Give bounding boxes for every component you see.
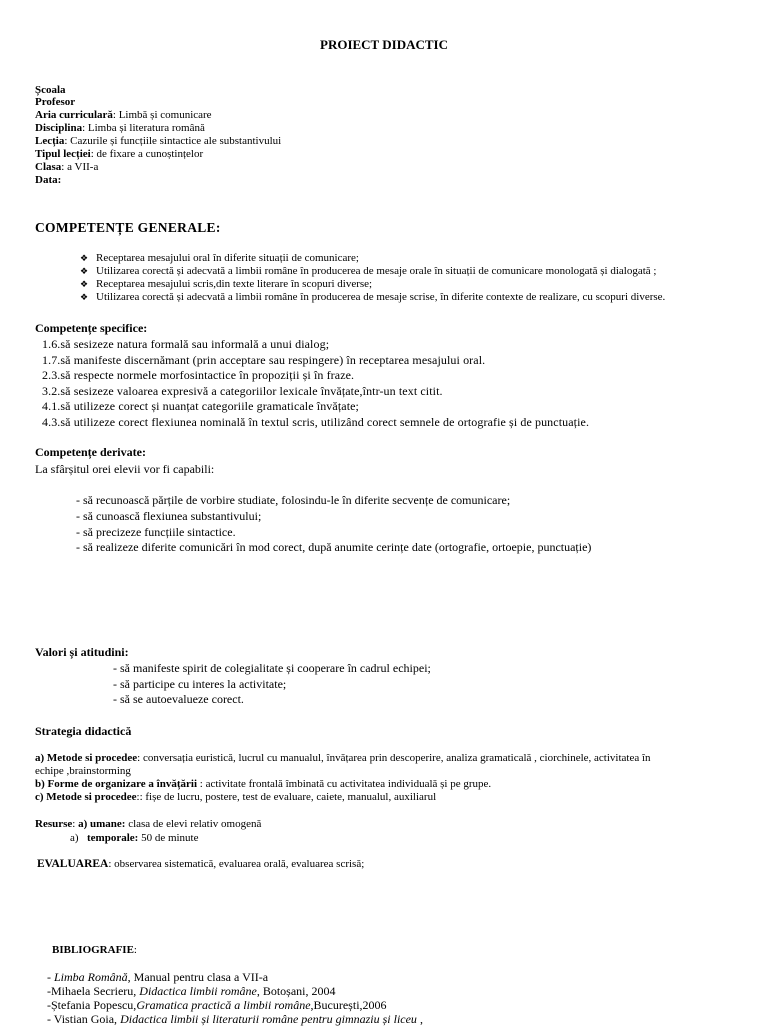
strategia-heading: Strategia didactică [35, 724, 132, 738]
list-item: -Ștefania Popescu,Gramatica practică a limbii române,București,2006 [47, 998, 387, 1012]
resurse-temporale: a) temporale: 50 de minute [70, 832, 199, 844]
valori-heading: Valori și atitudini: [35, 645, 129, 659]
list-item: 2.3.să respecte normele morfosintactice în propoziții și în fraze. [42, 368, 355, 382]
list-item: -Mihaela Secrieru, Didactica limbii române, Botoșani, 2004 [47, 984, 336, 998]
meta-aria: Aria curriculară: Limbă și comunicare [35, 109, 212, 121]
evaluarea: EVALUAREA: observarea sistematică, evaluarea orală, evaluarea scrisă; [37, 858, 365, 870]
diamond-bullet-icon: ❖ [80, 254, 89, 264]
strategia-forme: b) Forme de organizare a învățării : activitate frontală îmbinată cu activitatea individuală și pe grupe. [35, 778, 492, 790]
list-item: 1.7.să manifeste discernămant (prin acceptare sau respingere) în receptarea mesajului oral. [42, 353, 486, 367]
meta-scoala: Școala [35, 84, 66, 96]
meta-data: Data: [35, 174, 62, 186]
list-item: - să participe cu interes la activitate; [113, 677, 287, 691]
list-item: - să realizeze diferite comunicări în mod corect, după anumite cerințe date (ortografie, ortoepie, punctuație) [76, 540, 592, 554]
strategia-metode: a) Metode si procedee: conversația euristică, lucrul cu manualul, învățarea prin descoperire, analiza gramaticală , ciorchinele, activitatea în [35, 752, 651, 764]
list-item: - să se autoevalueze corect. [113, 692, 244, 706]
list-item: - Vistian Goia, Didactica limbii și literaturii române pentru gimnaziu și liceu , [47, 1012, 423, 1026]
diamond-bullet-icon: ❖ [80, 293, 89, 303]
list-item: 4.3.să utilizeze corect flexiunea nominală în textul scris, utilizând corect semnele de ortografie și de punctuație. [42, 415, 590, 429]
meta-lectia: Lecția: Cazurile și funcțiile sintactice ale substantivului [35, 135, 282, 147]
diamond-bullet-icon: ❖ [80, 280, 89, 290]
page-title: PROIECT DIDACTIC [320, 37, 448, 52]
list-item: ❖ Utilizarea corectă și adecvată a limbii române în producerea de mesaje orale în situații de comunicare monologată și dialogată ; [80, 265, 657, 277]
list-item: 4.1.să utilizeze corect și nuanțat categoriile gramaticale învățate; [42, 399, 359, 413]
list-item: - să precizeze funcțiile sintactice. [76, 525, 236, 539]
bibliografie-heading: BIBLIOGRAFIE: [52, 944, 137, 956]
list-item: 1.6.să sesizeze natura formală sau informală a unui dialog; [42, 337, 330, 351]
list-item: ❖ Receptarea mesajului oral în diferite situații de comunicare; [80, 252, 359, 264]
resurse-umane: Resurse: a) umane: clasa de elevi relativ omogenă [35, 818, 262, 830]
meta-profesor: Profesor [35, 96, 76, 108]
competente-specifice-heading: Competențe specifice: [35, 321, 148, 335]
diamond-bullet-icon: ❖ [80, 267, 89, 277]
meta-clasa: Clasa: a VII-a [35, 161, 99, 173]
competente-generale-heading: COMPETENȚE GENERALE: [35, 220, 221, 235]
list-item: - să recunoască părțile de vorbire studiate, folosindu-le în diferite secvențe de comunicare; [76, 493, 511, 507]
list-item: - să manifeste spirit de colegialitate și cooperare în cadrul echipei; [113, 661, 431, 675]
list-item: 3.2.să sesizeze valoarea expresivă a categoriilor lexicale învățate,într-un text citit. [42, 384, 443, 398]
competente-derivate-heading: Competențe derivate: [35, 445, 146, 459]
meta-disciplina: Disciplina: Limba și literatura română [35, 122, 205, 134]
competente-derivate-intro: La sfârșitul orei elevii vor fi capabili: [35, 462, 215, 476]
meta-tipul: Tipul lecției: de fixare a cunoștințelor [35, 148, 204, 160]
list-item: - Limba Română, Manual pentru clasa a VII-a [47, 970, 269, 984]
list-item: ❖ Receptarea mesajului scris,din texte literare în scopuri diverse; [80, 278, 373, 290]
strategia-metode-cont: echipe ,brainstorming [35, 765, 131, 777]
strategia-mijloace: c) Metode si procedee:: fișe de lucru, postere, test de evaluare, caiete, manualul, auxiliarul [35, 791, 437, 803]
list-item: ❖ Utilizarea corectă și adecvată a limbii române în producerea de mesaje scrise, în diferite contexte de realizare, cu scopuri diverse. [80, 291, 666, 303]
list-item: - să cunoască flexiunea substantivului; [76, 509, 262, 523]
